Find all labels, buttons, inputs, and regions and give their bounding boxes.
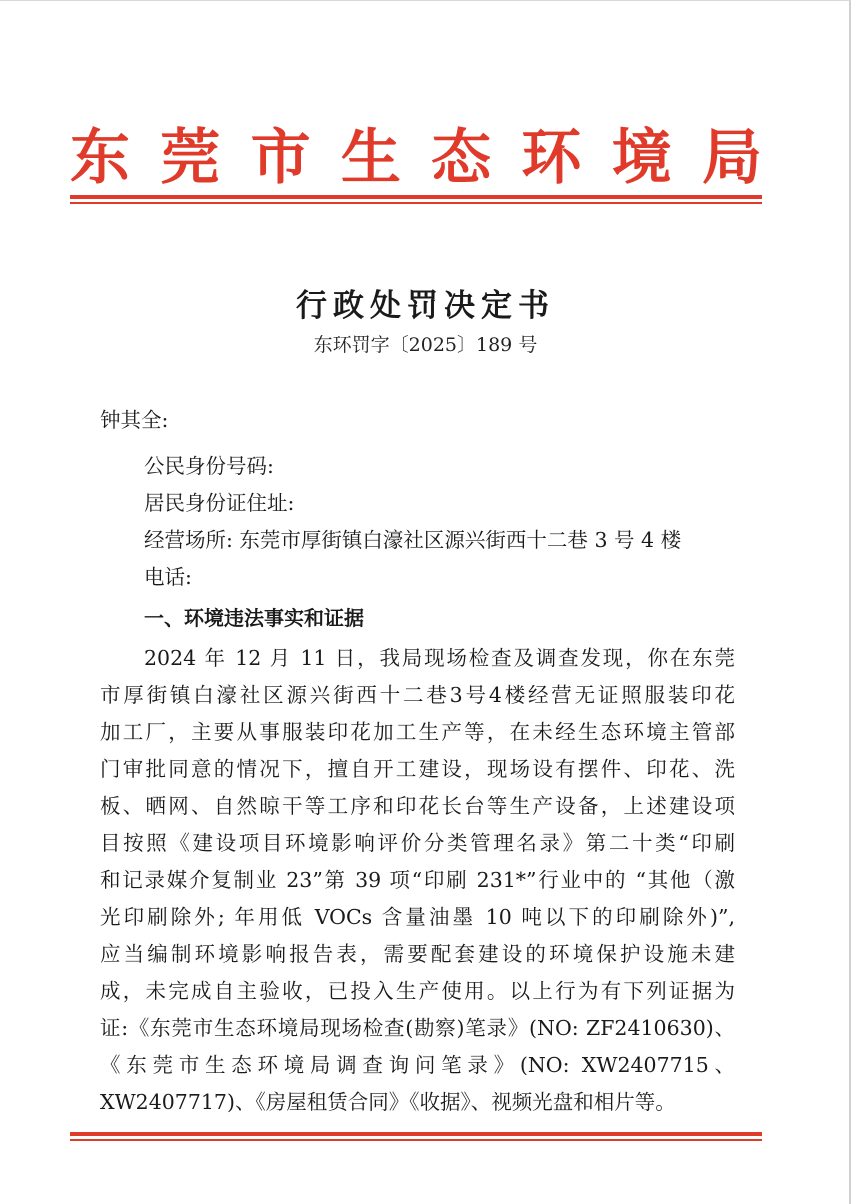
section-heading-violation-facts: 一、环境违法事实和证据	[144, 606, 364, 630]
header-char: 环	[521, 123, 582, 193]
paragraph-line: 证:《东莞市生态环境局现场检查(勘察)笔录》(NO: ZF2410630)、	[100, 1016, 735, 1040]
party-name: 钟其全:	[100, 408, 169, 432]
paragraph-line: 和记录媒介复制业 23”第 39 项“印刷 231*”行业中的 “其他（激	[100, 868, 735, 892]
paragraph-line: 门审批同意的情况下，擅自开工建设，现场设有摆件、印花、洗	[100, 757, 735, 781]
paragraph-line: 目按照《建设项目环境影响评价分类管理名录》第二十类“印刷	[100, 831, 735, 855]
issuing-authority-header	[70, 118, 762, 198]
paragraph-line: 2024 年 12 月 11 日，我局现场检查及调查发现，你在东莞	[144, 646, 735, 670]
party-phone-label: 电话:	[144, 565, 192, 589]
paragraph-line: 应当编制环境影响报告表，需要配套建设的环境保护设施未建	[100, 942, 735, 966]
header-char: 莞	[160, 123, 221, 193]
footer-red-rule-thin	[70, 1139, 762, 1141]
header-char: 东	[70, 123, 130, 193]
paragraph-line: 市厚街镇白濠社区源兴街西十二巷3号4楼经营无证照服装印花	[100, 683, 735, 707]
document-title: 行政处罚决定书	[296, 288, 555, 324]
party-id-label: 公民身份号码:	[144, 454, 274, 478]
header-char: 市	[250, 123, 311, 193]
header-char: 境	[611, 123, 672, 193]
redacted-id-field	[274, 467, 404, 468]
header-char: 局	[701, 123, 762, 193]
paragraph-line: 《东莞市生态环境局调查询问笔录》(NO: XW2407715、	[100, 1053, 735, 1077]
paragraph-line: 光印刷除外; 年用低 VOCs 含量油墨 10 吨以下的印刷除外)”,	[100, 905, 735, 929]
footer-red-rule-thick	[70, 1132, 762, 1136]
party-address-label: 居民身份证住址:	[144, 491, 295, 515]
paragraph-line: XW2407717)、《房屋租赁合同》《收据》、视频光盘和相片等。	[100, 1090, 676, 1114]
header-char: 态	[431, 123, 492, 193]
document-number: 东环罚字〔2025〕189 号	[313, 334, 538, 356]
header-red-rule-thin	[70, 202, 762, 204]
header-red-rule-thick	[70, 195, 762, 199]
party-id-line	[144, 448, 784, 484]
party-business-place: 经营场所: 东莞市厚街镇白濠社区源兴街西十二巷 3 号 4 楼	[144, 528, 682, 552]
paragraph-line: 板、晒网、自然晾干等工序和印花长台等生产设备，上述建设项	[100, 794, 735, 818]
paragraph-line: 成，未完成自主验收，已投入生产使用。以上行为有下列证据为	[100, 979, 735, 1003]
header-char: 生	[340, 123, 401, 193]
paragraph-line: 加工厂，主要从事服装印花加工生产等，在未经生态环境主管部	[100, 720, 735, 744]
